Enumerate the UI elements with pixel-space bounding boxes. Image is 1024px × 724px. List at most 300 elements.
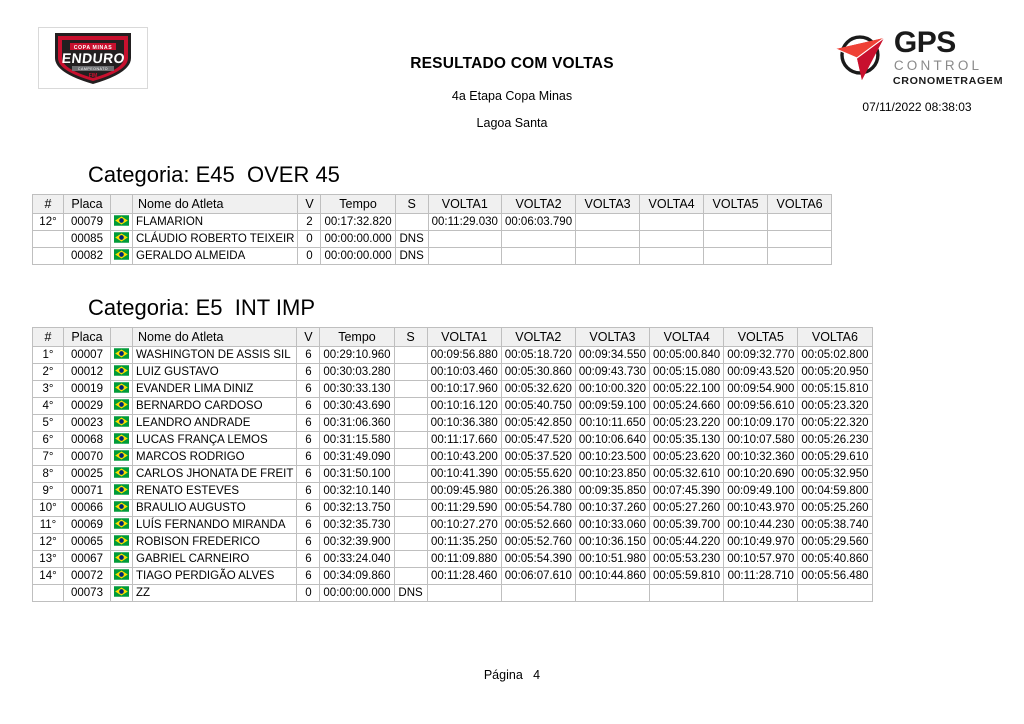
cell-position: 11° — [33, 517, 64, 534]
cell-volta-5: 00:11:28.710 — [724, 568, 798, 585]
category-title: Categoria: E45 OVER 45 — [88, 162, 340, 187]
cell-total-time: 00:00:00.000 — [320, 585, 394, 602]
cell-volta-1: 00:10:16.120 — [427, 398, 501, 415]
col-volta2: VOLTA2 — [501, 195, 575, 214]
gps-word-main: GPS — [893, 26, 956, 59]
cell-flag — [111, 500, 133, 517]
table-row — [33, 415, 873, 432]
results-body — [33, 347, 873, 602]
cell-volta-4: 00:05:23.620 — [650, 449, 724, 466]
cell-volta-5: 00:10:57.970 — [724, 551, 798, 568]
cell-athlete-name: ZZ — [133, 585, 297, 602]
cell-total-time: 00:32:35.730 — [320, 517, 394, 534]
cell-volta-1: 00:11:17.660 — [427, 432, 501, 449]
cell-volta-2: 00:05:47.520 — [501, 432, 575, 449]
cell-status — [395, 214, 428, 231]
cell-volta-4 — [640, 248, 704, 265]
cell-status — [394, 449, 427, 466]
cell-position: 2° — [33, 364, 64, 381]
page-header — [0, 0, 1024, 145]
cell-volta-2: 00:05:30.860 — [501, 364, 575, 381]
cell-laps-count: 6 — [297, 347, 320, 364]
cell-status — [394, 415, 427, 432]
cell-volta-3: 00:10:37.260 — [575, 500, 649, 517]
cell-placa: 00065 — [64, 534, 111, 551]
br-flag-icon — [114, 535, 129, 546]
cell-placa: 00070 — [64, 449, 111, 466]
cell-total-time: 00:30:33.130 — [320, 381, 394, 398]
table-row — [33, 449, 873, 466]
cell-flag — [111, 432, 133, 449]
cell-placa: 00073 — [64, 585, 111, 602]
cell-volta-6 — [768, 248, 832, 265]
cell-volta-1: 00:09:56.880 — [427, 347, 501, 364]
cell-volta-2 — [501, 231, 575, 248]
table-row — [33, 568, 873, 585]
br-flag-icon — [114, 569, 129, 580]
results-table-e45 — [32, 194, 832, 265]
cell-volta-6: 00:04:59.800 — [798, 483, 872, 500]
cell-status — [394, 347, 427, 364]
col-volta5: VOLTA5 — [724, 328, 798, 347]
table-row — [33, 364, 873, 381]
br-flag-icon — [114, 450, 129, 461]
cell-volta-3 — [576, 248, 640, 265]
cell-volta-5: 00:09:49.100 — [724, 483, 798, 500]
cell-laps-count: 6 — [297, 534, 320, 551]
cell-volta-1: 00:10:43.200 — [427, 449, 501, 466]
cell-athlete-name: ROBISON FREDERICO — [133, 534, 297, 551]
col-position: # — [33, 328, 64, 347]
cell-flag — [111, 483, 133, 500]
table-row — [33, 500, 873, 517]
cell-total-time: 00:30:03.280 — [320, 364, 394, 381]
cell-status — [394, 364, 427, 381]
cell-volta-5: 00:10:09.170 — [724, 415, 798, 432]
cell-volta-6: 00:05:40.860 — [798, 551, 872, 568]
cell-laps-count: 6 — [297, 449, 320, 466]
cell-volta-1: 00:11:35.250 — [427, 534, 501, 551]
event-name: 4a Etapa Copa Minas — [451, 89, 573, 103]
br-flag-icon — [114, 399, 129, 410]
cell-volta-5 — [704, 214, 768, 231]
cell-volta-3: 00:10:33.060 — [575, 517, 649, 534]
table-row — [33, 483, 873, 500]
cell-volta-5: 00:09:43.520 — [724, 364, 798, 381]
br-flag-icon — [114, 552, 129, 563]
cell-placa: 00023 — [64, 415, 111, 432]
cell-flag — [111, 568, 133, 585]
cell-athlete-name: MARCOS RODRIGO — [133, 449, 297, 466]
cell-placa: 00085 — [64, 231, 111, 248]
col-volta3: VOLTA3 — [575, 328, 649, 347]
cell-flag — [111, 248, 133, 265]
cell-flag — [111, 364, 133, 381]
cell-total-time: 00:34:09.860 — [320, 568, 394, 585]
br-flag-icon — [114, 586, 129, 597]
cell-position: 5° — [33, 415, 64, 432]
cell-status — [394, 500, 427, 517]
cell-flag — [111, 415, 133, 432]
cell-flag — [111, 347, 133, 364]
cell-volta-1: 00:10:41.390 — [427, 466, 501, 483]
cell-athlete-name: GABRIEL CARNEIRO — [133, 551, 297, 568]
cell-laps-count: 0 — [297, 585, 320, 602]
cell-volta-5 — [724, 585, 798, 602]
page-title: RESULTADO COM VOLTAS — [410, 55, 614, 72]
cell-volta-2 — [501, 585, 575, 602]
table-row — [33, 432, 873, 449]
cell-volta-4: 00:05:39.700 — [650, 517, 724, 534]
cell-placa: 00071 — [64, 483, 111, 500]
table-row — [33, 398, 873, 415]
br-flag-icon — [114, 365, 129, 376]
gps-word-sub: CONTROL — [893, 58, 983, 73]
br-flag-icon — [114, 518, 129, 529]
col-tempo: Tempo — [320, 328, 394, 347]
cell-laps-count: 6 — [297, 551, 320, 568]
cell-volta-2: 00:05:37.520 — [501, 449, 575, 466]
table-row — [33, 585, 873, 602]
cell-placa: 00012 — [64, 364, 111, 381]
cell-status: DNS — [395, 231, 428, 248]
table-row — [33, 231, 832, 248]
cell-volta-6 — [768, 231, 832, 248]
table-row — [33, 248, 832, 265]
cell-volta-1: 00:10:36.380 — [427, 415, 501, 432]
br-flag-icon — [114, 467, 129, 478]
cell-laps-count: 6 — [297, 483, 320, 500]
cell-status — [394, 466, 427, 483]
cell-volta-3: 00:10:06.640 — [575, 432, 649, 449]
results-table-e5 — [32, 327, 873, 602]
cell-status — [394, 534, 427, 551]
cell-volta-1: 00:09:45.980 — [427, 483, 501, 500]
cell-volta-4: 00:07:45.390 — [650, 483, 724, 500]
cell-volta-4: 00:05:22.100 — [650, 381, 724, 398]
cell-volta-6: 00:05:15.810 — [798, 381, 872, 398]
col-volta6: VOLTA6 — [798, 328, 872, 347]
cell-flag — [111, 398, 133, 415]
cell-volta-4: 00:05:35.130 — [650, 432, 724, 449]
cell-placa: 00068 — [64, 432, 111, 449]
cell-volta-3: 00:10:11.650 — [575, 415, 649, 432]
cell-status — [394, 568, 427, 585]
cell-volta-5: 00:10:49.970 — [724, 534, 798, 551]
event-location: Lagoa Santa — [476, 116, 548, 130]
cell-volta-4: 00:05:24.660 — [650, 398, 724, 415]
cell-volta-2: 00:05:32.620 — [501, 381, 575, 398]
cell-volta-1 — [427, 585, 501, 602]
gps-word-tag: CRONOMETRAGEM — [892, 74, 1004, 87]
cell-volta-5: 00:10:32.360 — [724, 449, 798, 466]
col-s: S — [394, 328, 427, 347]
cell-placa: 00066 — [64, 500, 111, 517]
table-header-row — [33, 328, 873, 347]
cell-athlete-name: LUCAS FRANÇA LEMOS — [133, 432, 297, 449]
cell-total-time: 00:31:15.580 — [320, 432, 394, 449]
cell-laps-count: 6 — [297, 398, 320, 415]
cell-total-time: 00:31:06.360 — [320, 415, 394, 432]
cell-volta-2: 00:05:52.660 — [501, 517, 575, 534]
generated-timestamp: 07/11/2022 08:38:03 — [862, 100, 972, 114]
cell-athlete-name: LUÍS FERNANDO MIRANDA — [133, 517, 297, 534]
cell-laps-count: 6 — [297, 500, 320, 517]
br-flag-icon — [114, 501, 129, 512]
cell-volta-6: 00:05:20.950 — [798, 364, 872, 381]
cell-total-time: 00:29:10.960 — [320, 347, 394, 364]
cell-flag — [111, 585, 133, 602]
br-flag-icon — [114, 433, 129, 444]
cell-position: 13° — [33, 551, 64, 568]
cell-flag — [111, 551, 133, 568]
cell-volta-2: 00:06:07.610 — [501, 568, 575, 585]
cell-position: 7° — [33, 449, 64, 466]
cell-laps-count: 0 — [298, 231, 321, 248]
br-flag-icon — [114, 232, 129, 243]
cell-volta-2: 00:05:54.780 — [501, 500, 575, 517]
cell-volta-2 — [501, 248, 575, 265]
cell-volta-5: 00:10:44.230 — [724, 517, 798, 534]
cell-position: 12° — [33, 214, 64, 231]
cell-laps-count: 6 — [297, 568, 320, 585]
cell-volta-6 — [798, 585, 872, 602]
col-flag — [111, 328, 133, 347]
cell-volta-4: 00:05:23.220 — [650, 415, 724, 432]
cell-status — [394, 517, 427, 534]
cell-volta-2: 00:05:42.850 — [501, 415, 575, 432]
cell-position — [33, 248, 64, 265]
cell-placa: 00069 — [64, 517, 111, 534]
col-volta6: VOLTA6 — [768, 195, 832, 214]
cell-status — [394, 551, 427, 568]
cell-volta-3: 00:10:44.860 — [575, 568, 649, 585]
cell-flag — [111, 231, 133, 248]
cell-volta-1 — [428, 248, 501, 265]
cell-volta-6 — [768, 214, 832, 231]
cell-position: 12° — [33, 534, 64, 551]
gps-wordmark — [894, 28, 1002, 86]
cell-volta-1: 00:11:29.030 — [428, 214, 501, 231]
cell-position — [33, 231, 64, 248]
col-v: V — [298, 195, 321, 214]
cell-athlete-name: BERNARDO CARDOSO — [133, 398, 297, 415]
table-row — [33, 517, 873, 534]
table-row — [33, 381, 873, 398]
cell-athlete-name: LEANDRO ANDRADE — [133, 415, 297, 432]
cell-flag — [111, 517, 133, 534]
cell-position — [33, 585, 64, 602]
table-header-row — [33, 195, 832, 214]
category-section-e45 — [0, 162, 1024, 265]
cell-volta-3 — [575, 585, 649, 602]
page-footer: Página 4 — [483, 668, 541, 682]
col-athlete-name: Nome do Atleta — [133, 328, 297, 347]
cell-athlete-name: CLÁUDIO ROBERTO TEIXEIR — [133, 231, 298, 248]
cell-volta-5 — [704, 231, 768, 248]
cell-volta-3: 00:09:35.850 — [575, 483, 649, 500]
cell-volta-3: 00:10:23.500 — [575, 449, 649, 466]
col-volta5: VOLTA5 — [704, 195, 768, 214]
cell-laps-count: 6 — [297, 517, 320, 534]
cell-position: 9° — [33, 483, 64, 500]
cell-laps-count: 6 — [297, 381, 320, 398]
category-section-e5 — [0, 295, 1024, 602]
col-volta2: VOLTA2 — [501, 328, 575, 347]
cell-volta-1: 00:11:09.880 — [427, 551, 501, 568]
cell-flag — [111, 214, 133, 231]
cell-athlete-name: CARLOS JHONATA DE FREIT — [133, 466, 297, 483]
cell-volta-4: 00:05:32.610 — [650, 466, 724, 483]
cell-flag — [111, 466, 133, 483]
table-row — [33, 214, 832, 231]
cell-volta-6: 00:05:32.950 — [798, 466, 872, 483]
cell-position: 3° — [33, 381, 64, 398]
col-s: S — [395, 195, 428, 214]
cell-volta-4: 00:05:15.080 — [650, 364, 724, 381]
br-flag-icon — [114, 348, 129, 359]
cell-volta-6: 00:05:23.320 — [798, 398, 872, 415]
cell-status: DNS — [394, 585, 427, 602]
cell-total-time: 00:00:00.000 — [321, 248, 395, 265]
gps-control-logo — [832, 28, 1002, 114]
cell-volta-2: 00:05:52.760 — [501, 534, 575, 551]
cell-total-time: 00:00:00.000 — [321, 231, 395, 248]
gps-arrow-icon — [832, 31, 890, 83]
br-flag-icon — [114, 249, 129, 260]
cell-volta-1: 00:10:27.270 — [427, 517, 501, 534]
cell-volta-3 — [576, 231, 640, 248]
cell-volta-4: 00:05:53.230 — [650, 551, 724, 568]
cell-total-time: 00:17:32.820 — [321, 214, 395, 231]
cell-volta-2: 00:06:03.790 — [501, 214, 575, 231]
col-volta1: VOLTA1 — [427, 328, 501, 347]
cell-volta-3: 00:09:34.550 — [575, 347, 649, 364]
cell-volta-2: 00:05:55.620 — [501, 466, 575, 483]
cell-athlete-name: WASHINGTON DE ASSIS SIL — [133, 347, 297, 364]
gps-logo-mark — [832, 28, 1002, 86]
cell-volta-1: 00:11:28.460 — [427, 568, 501, 585]
cell-volta-5: 00:09:54.900 — [724, 381, 798, 398]
col-v: V — [297, 328, 320, 347]
cell-volta-5 — [704, 248, 768, 265]
table-row — [33, 347, 873, 364]
br-flag-icon — [114, 215, 129, 226]
cell-volta-1: 00:10:03.460 — [427, 364, 501, 381]
cell-volta-6: 00:05:26.230 — [798, 432, 872, 449]
col-placa: Placa — [64, 328, 111, 347]
cell-volta-3 — [576, 214, 640, 231]
svg-text:CAMPEONATO: CAMPEONATO — [77, 67, 109, 72]
col-volta4: VOLTA4 — [640, 195, 704, 214]
cell-total-time: 00:30:43.690 — [320, 398, 394, 415]
cell-athlete-name: BRAULIO AUGUSTO — [133, 500, 297, 517]
cell-volta-6: 00:05:22.320 — [798, 415, 872, 432]
cell-volta-3: 00:10:36.150 — [575, 534, 649, 551]
col-tempo: Tempo — [321, 195, 395, 214]
table-row — [33, 551, 873, 568]
cell-athlete-name: FLAMARION — [133, 214, 298, 231]
cell-position: 6° — [33, 432, 64, 449]
cell-volta-3: 00:10:23.850 — [575, 466, 649, 483]
svg-text:FIM: FIM — [88, 73, 98, 79]
col-volta3: VOLTA3 — [576, 195, 640, 214]
cell-volta-3: 00:10:00.320 — [575, 381, 649, 398]
cell-placa: 00025 — [64, 466, 111, 483]
cell-athlete-name: TIAGO PERDIGÃO ALVES — [133, 568, 297, 585]
cell-position: 4° — [33, 398, 64, 415]
col-volta1: VOLTA1 — [428, 195, 501, 214]
cell-flag — [111, 449, 133, 466]
cell-laps-count: 6 — [297, 466, 320, 483]
cell-athlete-name: RENATO ESTEVES — [133, 483, 297, 500]
table-row — [33, 466, 873, 483]
cell-position: 14° — [33, 568, 64, 585]
cell-volta-2: 00:05:40.750 — [501, 398, 575, 415]
br-flag-icon — [114, 416, 129, 427]
cell-volta-3: 00:09:43.730 — [575, 364, 649, 381]
cell-placa: 00019 — [64, 381, 111, 398]
cell-volta-3: 00:10:51.980 — [575, 551, 649, 568]
cell-total-time: 00:32:13.750 — [320, 500, 394, 517]
col-volta4: VOLTA4 — [650, 328, 724, 347]
col-placa: Placa — [64, 195, 111, 214]
cell-position: 1° — [33, 347, 64, 364]
cell-flag — [111, 381, 133, 398]
cell-laps-count: 6 — [297, 364, 320, 381]
cell-volta-6: 00:05:29.610 — [798, 449, 872, 466]
cell-volta-4: 00:05:44.220 — [650, 534, 724, 551]
cell-status: DNS — [395, 248, 428, 265]
cell-volta-5: 00:09:32.770 — [724, 347, 798, 364]
category-title: Categoria: E5 INT IMP — [88, 295, 316, 320]
cell-athlete-name: EVANDER LIMA DINIZ — [133, 381, 297, 398]
cell-total-time: 00:32:39.900 — [320, 534, 394, 551]
cell-laps-count: 0 — [298, 248, 321, 265]
cell-volta-6: 00:05:29.560 — [798, 534, 872, 551]
cell-volta-1: 00:11:29.590 — [427, 500, 501, 517]
col-athlete-name: Nome do Atleta — [133, 195, 298, 214]
cell-volta-6: 00:05:38.740 — [798, 517, 872, 534]
cell-volta-4 — [640, 214, 704, 231]
cell-volta-4 — [640, 231, 704, 248]
cell-volta-6: 00:05:02.800 — [798, 347, 872, 364]
cell-position: 8° — [33, 466, 64, 483]
cell-total-time: 00:31:50.100 — [320, 466, 394, 483]
cell-volta-1: 00:10:17.960 — [427, 381, 501, 398]
cell-total-time: 00:33:24.040 — [320, 551, 394, 568]
cell-volta-4: 00:05:27.260 — [650, 500, 724, 517]
col-position: # — [33, 195, 64, 214]
cell-status — [394, 381, 427, 398]
cell-status — [394, 483, 427, 500]
cell-volta-5: 00:10:07.580 — [724, 432, 798, 449]
cell-volta-4 — [650, 585, 724, 602]
results-body — [33, 214, 832, 265]
cell-athlete-name: LUIZ GUSTAVO — [133, 364, 297, 381]
cell-total-time: 00:32:10.140 — [320, 483, 394, 500]
cell-position: 10° — [33, 500, 64, 517]
cell-volta-2: 00:05:26.380 — [501, 483, 575, 500]
cell-volta-2: 00:05:54.390 — [501, 551, 575, 568]
cell-volta-5: 00:10:20.690 — [724, 466, 798, 483]
br-flag-icon — [114, 484, 129, 495]
cell-laps-count: 6 — [297, 432, 320, 449]
cell-volta-3: 00:09:59.100 — [575, 398, 649, 415]
cell-status — [394, 432, 427, 449]
cell-placa: 00029 — [64, 398, 111, 415]
cell-status — [394, 398, 427, 415]
